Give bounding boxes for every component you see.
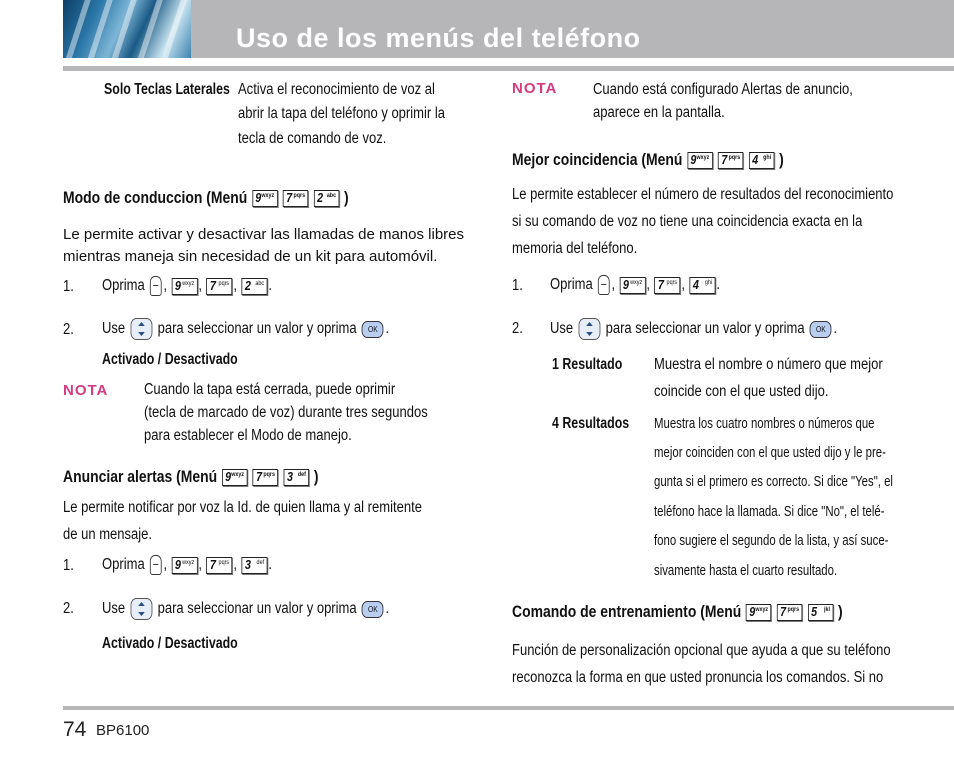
key-9-icon: 9 wxyz bbox=[252, 190, 277, 207]
result-4-line-3: gunta si el primero es correcto. Si dice "Yes", el bbox=[654, 473, 893, 490]
anunciar-desc-line-1: Le permite notificar por voz la Id. de quien llama y al remitente bbox=[63, 499, 422, 516]
key-2-icon: 2 abc bbox=[314, 190, 339, 207]
modo-desc-line-1: Le permite activar y desactivar las llamadas de manos libres bbox=[63, 226, 465, 243]
solo-teclas-label: Solo Teclas Laterales bbox=[104, 81, 230, 98]
model-name: BP6100 bbox=[96, 722, 150, 739]
result-1-line-2: coincide con el que usted dijo. bbox=[654, 383, 829, 400]
modo-step-1-number: 1. bbox=[63, 278, 74, 295]
result-4-line-2: mejor coinciden con el que usted dijo y le pre- bbox=[654, 444, 886, 461]
key-7-icon: 7 pqrs bbox=[206, 278, 232, 295]
anunciar-step-1: Oprima , 9 wxyz , 7 pqrs , 3 def . bbox=[102, 556, 272, 574]
ok-key-icon: OK bbox=[810, 321, 832, 338]
anunciar-step-1-number: 1. bbox=[63, 557, 74, 574]
nota-right-line-1: Cuando está configurado Alertas de anuncio, bbox=[593, 81, 853, 98]
key-4-icon: 4 ghi bbox=[749, 152, 774, 169]
key-9-icon: 9 wxyz bbox=[172, 557, 198, 574]
key-4-icon: 4 ghi bbox=[689, 277, 715, 294]
key-7-icon: 7 pqrs bbox=[283, 190, 308, 207]
comando-desc-line-1: Función de personalización opcional que ayuda a que su teléfono bbox=[512, 642, 891, 659]
nav-key-icon bbox=[130, 318, 152, 340]
key-9-icon: 9 wxyz bbox=[222, 469, 247, 486]
key-7-icon: 7 pqrs bbox=[718, 152, 743, 169]
mejor-step-1: Oprima , 9 wxyz , 7 pqrs , 4 ghi . bbox=[550, 276, 720, 294]
solo-teclas-line-2: abrir la tapa del teléfono y oprimir la bbox=[238, 105, 445, 122]
key-9-icon: 9 wxyz bbox=[620, 277, 646, 294]
result-1-label: 1 Resultado bbox=[552, 356, 623, 373]
header-photo bbox=[63, 0, 191, 58]
solo-teclas-line-3: tecla de comando de voz. bbox=[238, 130, 387, 147]
nota-right-line-2: aparece en la pantalla. bbox=[593, 104, 725, 121]
ok-key-icon: OK bbox=[362, 321, 384, 338]
footer-divider bbox=[63, 706, 954, 710]
modo-options: Activado / Desactivado bbox=[102, 351, 238, 368]
key-3-icon: 3 def bbox=[241, 557, 267, 574]
modo-step-1: Oprima , 9 wxyz , 7 pqrs , 2 abc . bbox=[102, 277, 272, 295]
anunciar-desc-line-2: de un mensaje. bbox=[63, 526, 153, 543]
mejor-step-1-number: 1. bbox=[512, 277, 523, 294]
key-9-icon: 9 wxyz bbox=[687, 152, 712, 169]
mejor-desc-line-1: Le permite establecer el número de resultados del reconocimiento bbox=[512, 186, 894, 203]
anunciar-step-2-number: 2. bbox=[63, 600, 74, 617]
result-1-line-1: Muestra el nombre o número que mejor bbox=[654, 356, 883, 373]
key-9-icon: 9 wxyz bbox=[746, 604, 771, 621]
mejor-desc-line-3: memoria del teléfono. bbox=[512, 240, 638, 257]
side-key-icon bbox=[150, 555, 162, 575]
key-7-icon: 7 pqrs bbox=[206, 557, 232, 574]
comando-entrenamiento-heading: Comando de entrenamiento (Menú 9 wxyz 7 pqrs 5 jkl ) bbox=[512, 602, 843, 621]
nota-line-2: (tecla de marcado de voz) durante tres segundos bbox=[144, 404, 428, 421]
anunciar-alertas-heading: Anunciar alertas (Menú 9 wxyz 7 pqrs 3 def ) bbox=[63, 467, 319, 486]
comando-desc-line-2: reconozca la forma en que usted pronuncia los comandos. Si no bbox=[512, 669, 884, 686]
solo-teclas-line-1: Activa el reconocimiento de voz al bbox=[238, 81, 435, 98]
nota-line-3: para establecer el Modo de manejo. bbox=[144, 427, 352, 444]
key-7-icon: 7 pqrs bbox=[253, 469, 278, 486]
side-key-icon bbox=[150, 276, 162, 296]
nota-label-right: NOTA bbox=[512, 80, 558, 97]
anunciar-options: Activado / Desactivado bbox=[102, 635, 238, 652]
nota-line-1: Cuando la tapa está cerrada, puede oprimir bbox=[144, 381, 396, 398]
result-4-label: 4 Resultados bbox=[552, 415, 630, 432]
result-4-line-5: fono sugiere el segundo de la lista, y así suce- bbox=[654, 532, 889, 549]
anunciar-step-2: Use para seleccionar un valor y oprima OK . bbox=[102, 598, 389, 620]
page-title: Uso de los menús del teléfono bbox=[236, 23, 641, 53]
nav-key-icon bbox=[130, 598, 152, 620]
key-3-icon: 3 def bbox=[284, 469, 309, 486]
key-5-icon: 5 jkl bbox=[808, 604, 833, 621]
modo-desc-line-2: mientras maneja sin necesidad de un kit para automóvil. bbox=[63, 248, 438, 265]
mejor-step-2: Use para seleccionar un valor y oprima OK . bbox=[550, 318, 837, 340]
result-4-line-6: sivamente hasta el cuarto resultado. bbox=[654, 562, 838, 579]
key-2-icon: 2 abc bbox=[241, 278, 267, 295]
result-4-line-1: Muestra los cuatro nombres o números que bbox=[654, 415, 875, 432]
side-key-icon bbox=[598, 275, 610, 295]
result-4-line-4: teléfono hace la llamada. Si dice "No", el telé- bbox=[654, 503, 885, 520]
key-9-icon: 9 wxyz bbox=[172, 278, 198, 295]
modo-step-2-number: 2. bbox=[63, 321, 74, 338]
key-7-icon: 7 pqrs bbox=[654, 277, 680, 294]
ok-key-icon: OK bbox=[362, 601, 384, 618]
modo-conduccion-heading: Modo de conduccion (Menú 9 wxyz 7 pqrs 2 abc ) bbox=[63, 188, 349, 207]
key-7-icon: 7 pqrs bbox=[777, 604, 802, 621]
header-divider bbox=[63, 66, 954, 71]
mejor-step-2-number: 2. bbox=[512, 320, 523, 337]
modo-step-2: Use para seleccionar un valor y oprima OK . bbox=[102, 318, 389, 340]
mejor-desc-line-2: si su comando de voz no tiene una coincidencia exacta en la bbox=[512, 213, 863, 230]
nav-key-icon bbox=[578, 318, 600, 340]
page-number: 74 bbox=[63, 718, 87, 741]
mejor-coincidencia-heading: Mejor coincidencia (Menú 9 wxyz 7 pqrs 4 ghi ) bbox=[512, 150, 784, 169]
nota-label: NOTA bbox=[63, 382, 109, 399]
